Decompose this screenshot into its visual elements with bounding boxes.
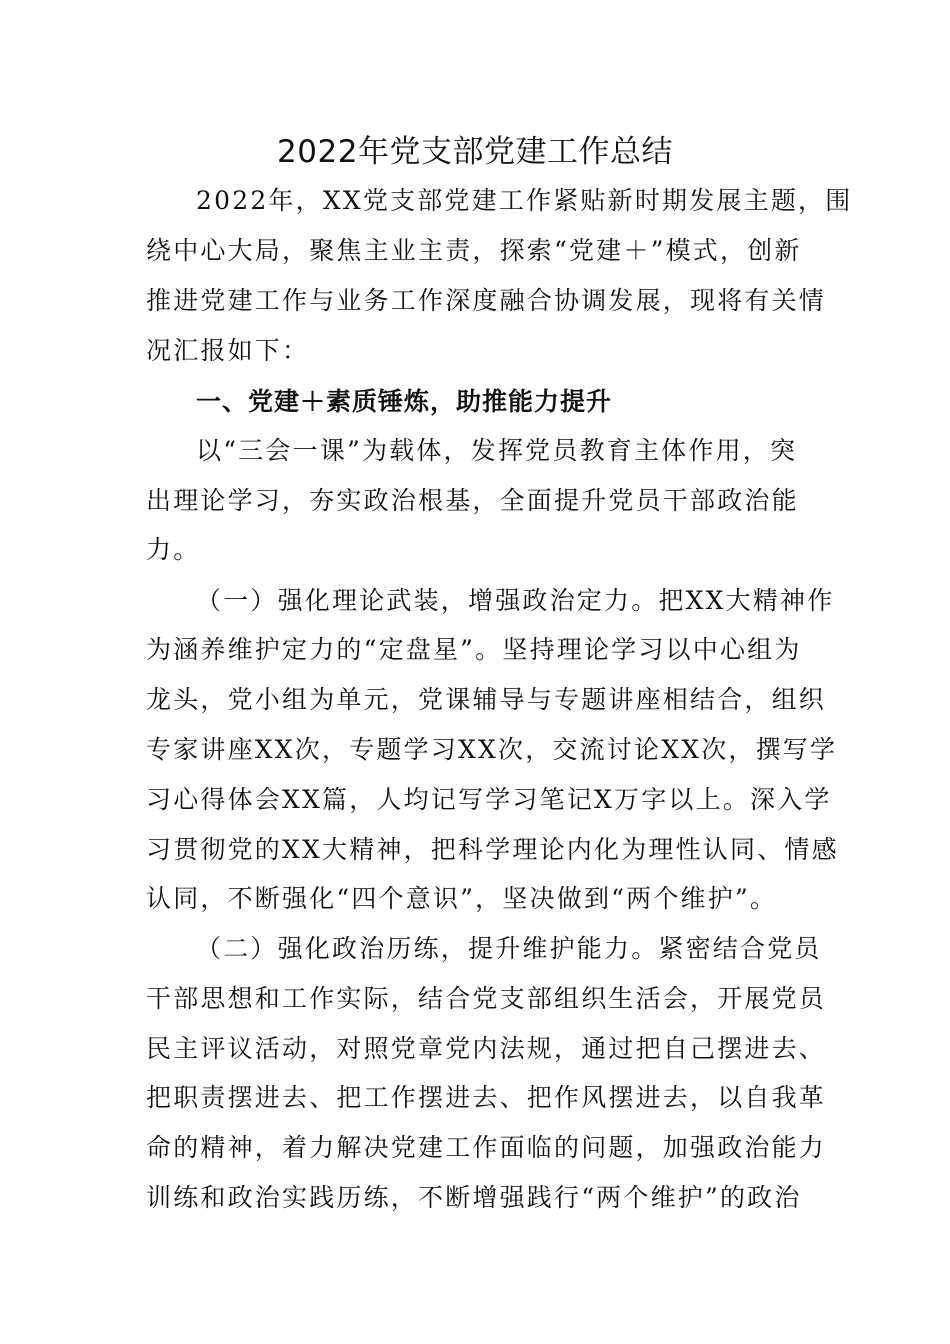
paragraph-line: 以“三会一课”为载体，发挥党员教育主体作用，突 [196, 436, 798, 465]
paragraph-line: 习心得体会XX篇，人均记写学习笔记X万字以上。深入学 [146, 785, 832, 814]
paragraph-line: 2022年，XX党支部党建工作紧贴新时期发展主题，围 [196, 186, 853, 215]
paragraph-line: 民主评议活动，对照党章党内法规，通过把自己摆进去、 [146, 1034, 827, 1063]
paragraph-line: 出理论学习，夯实政治根基，全面提升党员干部政治能 [146, 486, 799, 515]
paragraph-line: 为涵养维护定力的“定盘星”。坚持理论学习以中心组为 [146, 635, 802, 664]
paragraph-line: 训练和政治实践历练，不断增强践行“两个维护”的政治 [146, 1183, 802, 1212]
paragraph-line: 把职责摆进去、把工作摆进去、把作风摆进去，以自我革 [146, 1083, 827, 1112]
paragraph-line: （二）强化政治历练，提升维护能力。紧密结合党员 [196, 934, 822, 963]
document-title: 2022年党支部党建工作总结 [277, 134, 673, 170]
paragraph-line: 习贯彻党的XX大精神，把科学理论内化为理性认同、情感 [146, 835, 839, 864]
paragraph-line: 龙头，党小组为单元，党课辅导与专题讲座相结合，组织 [146, 685, 827, 714]
paragraph-line: 力。 [146, 535, 201, 564]
paragraph-line: 绕中心大局，聚焦主业主责，探索“党建＋”模式，创新 [146, 236, 802, 265]
paragraph-line: 推进党建工作与业务工作深度融合协调发展，现将有关情 [146, 286, 827, 315]
section-heading: 一、党建＋素质锤炼，助推能力提升 [196, 387, 613, 416]
paragraph-line: （一）强化理论武装，增强政治定力。把XX大精神作 [196, 586, 835, 615]
paragraph-line: 况汇报如下： [146, 336, 310, 365]
paragraph-line: 干部思想和工作实际，结合党支部组织生活会，开展党员 [146, 984, 827, 1013]
paragraph-line: 专家讲座XX次，专题学习XX次，交流讨论XX次，撰写学 [146, 735, 838, 764]
paragraph-line: 认同，不断强化“四个意识”，坚决做到“两个维护”。 [146, 884, 778, 913]
paragraph-line: 命的精神，着力解决党建工作面临的问题，加强政治能力 [146, 1133, 827, 1162]
